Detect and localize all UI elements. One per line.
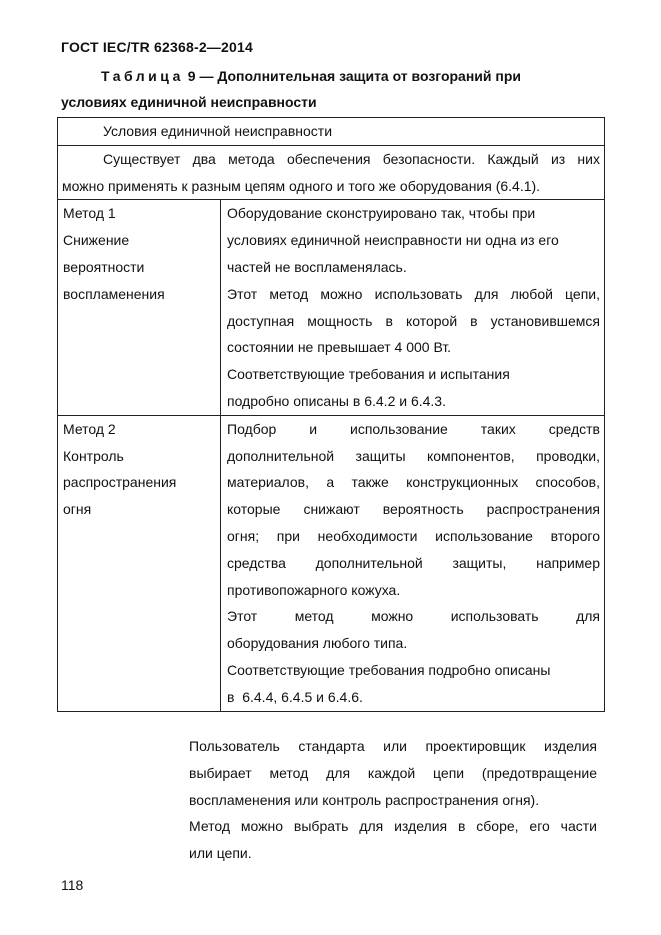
description-line: состоянии не превышает 4 000 Вт. [227, 339, 452, 356]
table-caption-line-2: условиях единичной неисправности [61, 94, 317, 110]
table-caption-word: Таблица [101, 68, 184, 84]
description-line: которые снижают вероятность распространения [227, 501, 600, 518]
method-name-line: огня [63, 501, 92, 518]
method-1-name-cell [58, 200, 221, 415]
description-line: частей не воспламенялась. [227, 258, 407, 275]
table-note-line: можно применять к разным цепям одного и того же оборудования (6.4.1). [62, 177, 541, 194]
body-text-line: воспламенения или контроль распространения огня). [189, 791, 540, 808]
table-caption [61, 63, 606, 115]
description-line: дополнительной защиты компонентов, проводки, [227, 447, 600, 464]
page-number: 118 [61, 877, 84, 893]
method-name-line: вероятности [63, 258, 145, 275]
method-name-line: распространения [63, 474, 177, 491]
method-1-description-cell [221, 200, 605, 415]
description-line: противопожарного кожуха. [227, 581, 401, 598]
body-text-line: или цепи. [189, 845, 252, 862]
description-line: доступная мощность в которой в установившемся [227, 312, 600, 329]
fire-protection-table [57, 117, 605, 712]
table-note-cell [58, 145, 605, 200]
standard-code: ГОСТ IEC/TR 62368-2—2014 [61, 39, 253, 55]
description-line: условиях единичной неисправности ни одна из его [227, 232, 559, 249]
table-note-row [58, 145, 605, 200]
table-header-row [58, 118, 605, 146]
method-name-line: Контроль [63, 447, 124, 464]
table-caption-dash: — [199, 68, 214, 84]
method-2-name-cell [58, 415, 221, 711]
table-caption-number: 9 [187, 68, 196, 84]
body-text-line: выбирает метод для каждой цепи (предотвращение [189, 764, 597, 781]
description-line: огня; при необходимости использование второго [227, 527, 600, 544]
description-line: Оборудование сконструировано так, чтобы при [227, 205, 536, 222]
description-line: Этот метод можно использовать для [227, 608, 600, 625]
description-line: подробно описаны в 6.4.2 и 6.4.3. [227, 392, 446, 409]
method-name-line: Метод 1 [63, 205, 116, 222]
method-name-line: Снижение [63, 232, 130, 249]
table-note-line: Существует два метода обеспечения безопасности. Каждый из них [103, 150, 600, 167]
table-caption-line-1 [61, 63, 606, 89]
description-line: Подбор и использование таких средств [227, 420, 600, 437]
description-line: Этот метод можно использовать для любой цепи, [227, 285, 600, 302]
method-name-line: Метод 2 [63, 420, 116, 437]
body-text-line: Пользователь стандарта или проектировщик изделия [189, 738, 597, 754]
method-2-description-cell [221, 415, 605, 711]
table-header-cell: Условия единичной неисправности [58, 118, 605, 146]
description-line: оборудования любого типа. [227, 635, 408, 652]
body-text-line: Метод можно выбрать для изделия в сборе, его части [189, 818, 597, 835]
description-line: в 6.4.4, 6.4.5 и 6.4.6. [227, 688, 363, 705]
description-line: материалов, а также конструкционных способов, [227, 474, 600, 491]
table-caption-title: Дополнительная защита от возгораний при [217, 68, 522, 84]
description-line: средства дополнительной защиты, например [227, 554, 600, 571]
table-row-method-2 [58, 415, 605, 711]
body-text [189, 733, 597, 867]
description-line: Соответствующие требования и испытания [227, 366, 510, 383]
description-line: Соответствующие требования подробно описаны [227, 661, 551, 678]
method-name-line: воспламенения [63, 285, 165, 302]
table-row-method-1 [58, 200, 605, 415]
